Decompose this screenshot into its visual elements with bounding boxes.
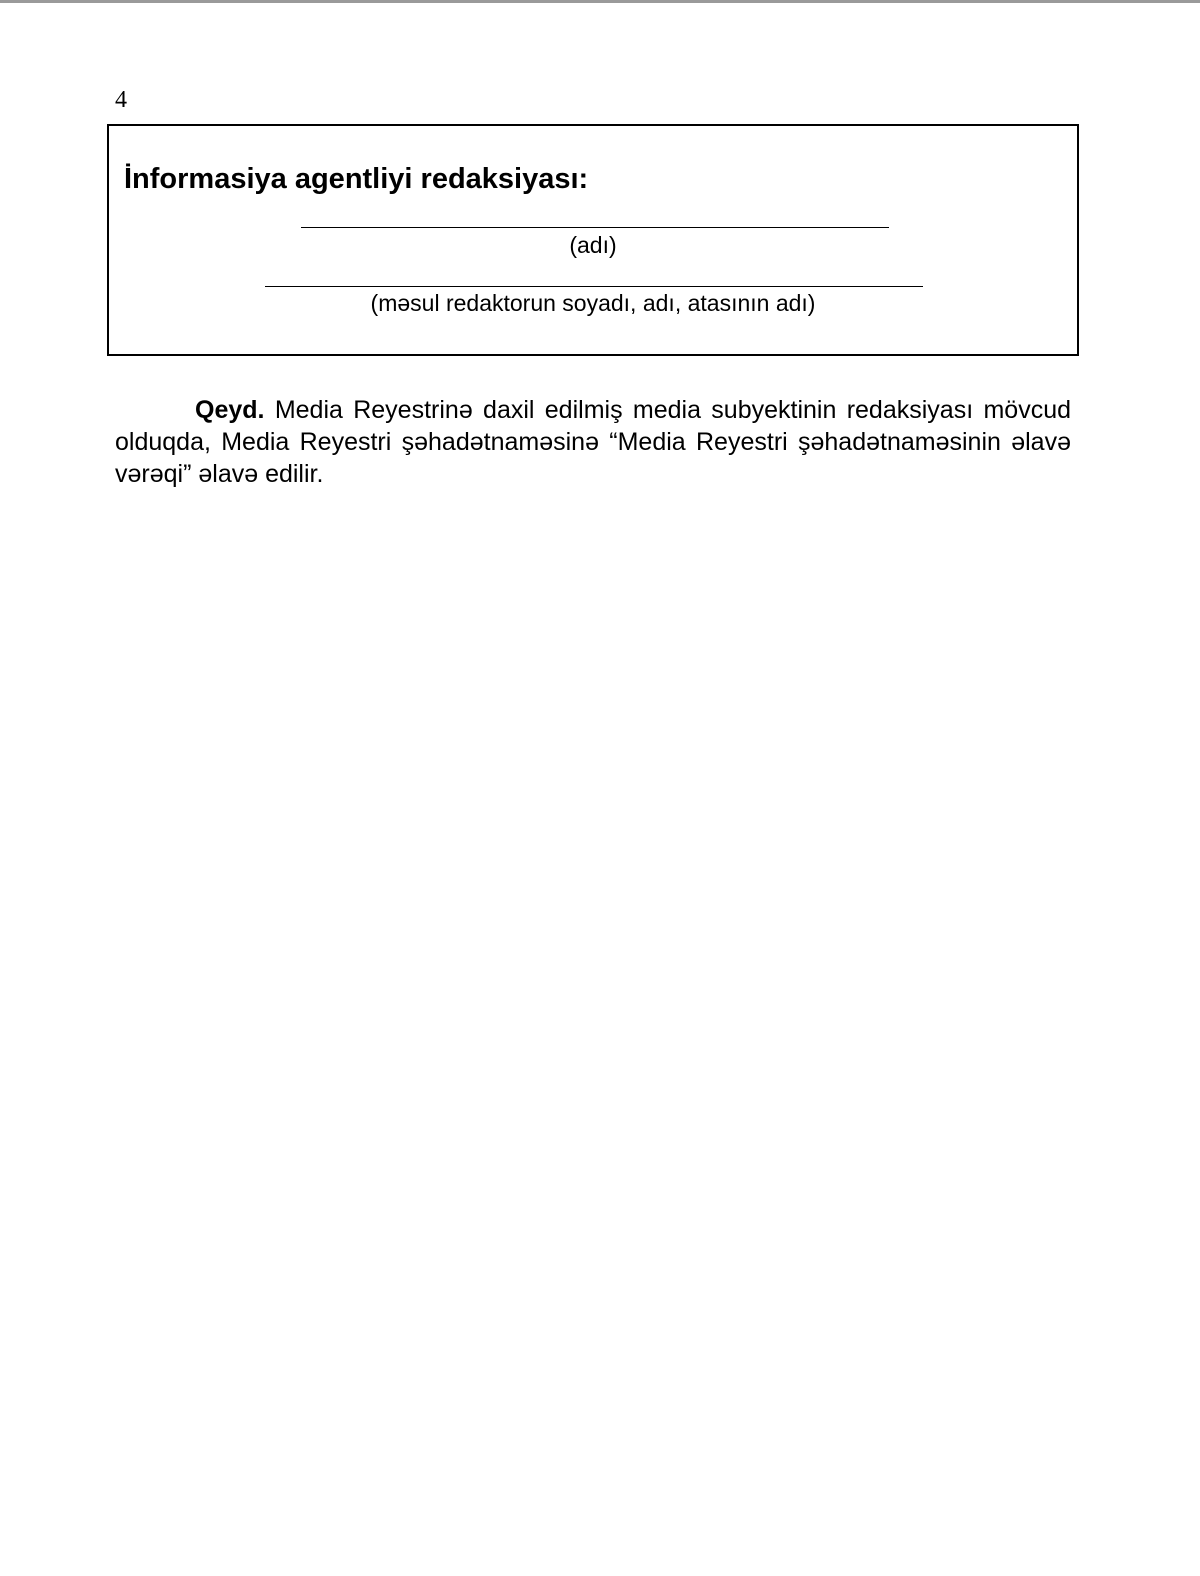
note-paragraph bbox=[115, 394, 1071, 490]
note-label: Qeyd. bbox=[195, 396, 265, 424]
note-text: Media Reyestrinə daxil edilmiş media subyektinin redaksiyası mövcud olduqda, Media Reyestri şəhadətnaməsinə “Media Reyestri şəhadətnaməsinin əlavə vərəqi” əlavə edilir. bbox=[115, 396, 1071, 488]
editor-caption: (məsul redaktorun soyadı, adı, atasının adı) bbox=[370, 290, 816, 316]
page-number: 4 bbox=[115, 87, 127, 113]
page-top-edge bbox=[0, 0, 1200, 3]
name-blank-line bbox=[301, 227, 889, 228]
name-caption: (adı) bbox=[569, 232, 617, 258]
editor-blank-line bbox=[265, 286, 923, 287]
agency-box bbox=[107, 124, 1079, 356]
box-title: İnformasiya agentliyi redaksiyası: bbox=[124, 163, 589, 195]
